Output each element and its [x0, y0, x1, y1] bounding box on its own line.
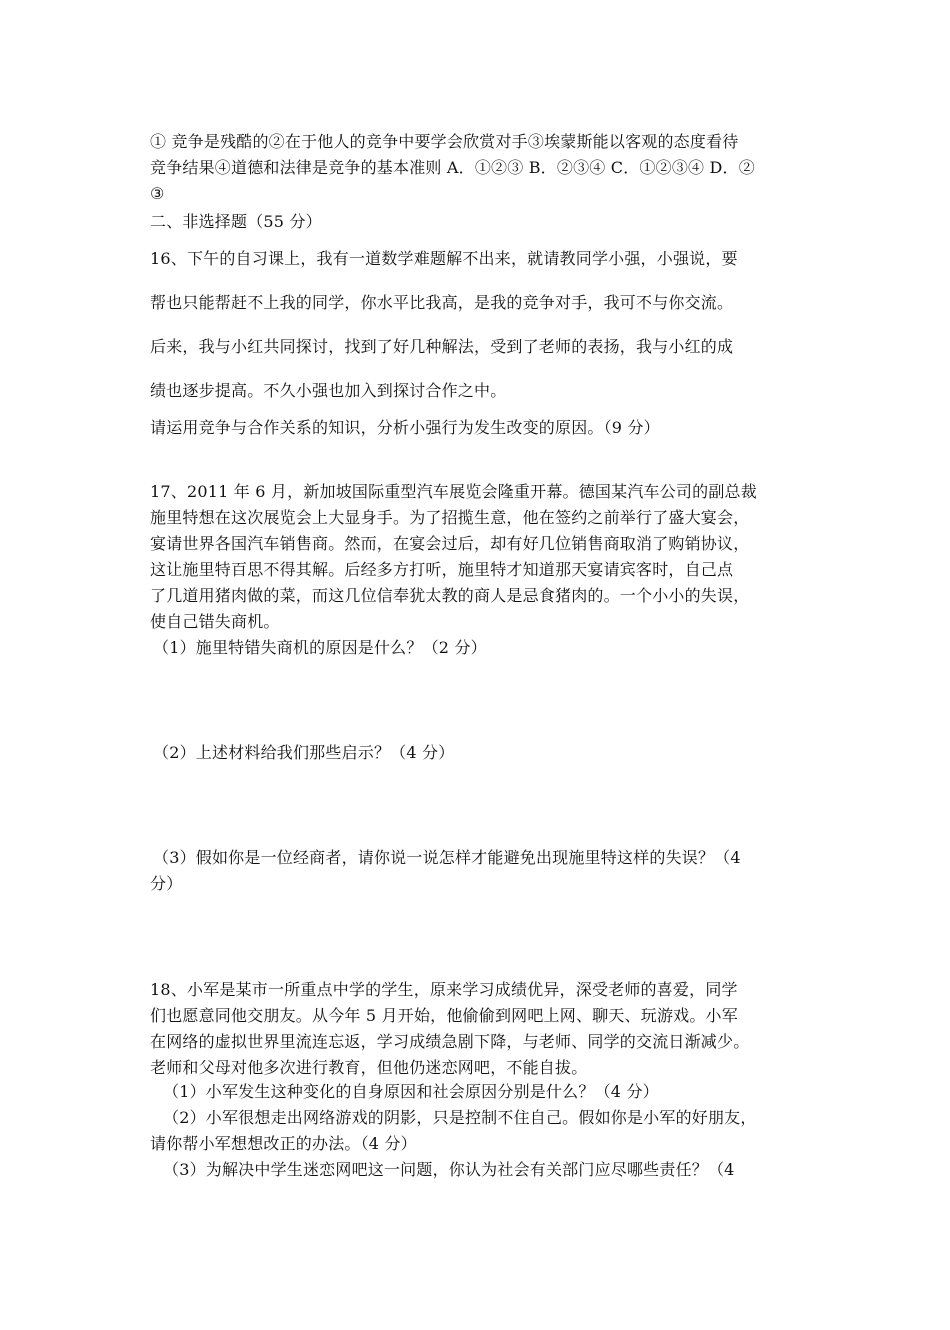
q15-options-line-1: ① 竞争是残酷的②在于他人的竞争中要学会欣赏对手③埃蒙斯能以客观的态度看待 — [150, 132, 739, 151]
q16-line-3: 后来，我与小红共同探讨，找到了好几种解法，受到了老师的表扬，我与小红的成 — [150, 337, 734, 356]
q17-line-6: 使自己错失商机。 — [150, 612, 280, 631]
q17-sub-question-3-line-1: （3）假如你是一位经商者，请你说一说怎样才能避免出现施里特这样的失误？（4 — [153, 848, 741, 867]
q17-line-4: 这让施里特百思不得其解。后经多方打听，施里特才知道那天宴请宾客时，自己点 — [150, 560, 734, 579]
q17-line-2: 施里特想在这次展览会上大显身手。为了招揽生意，他在签约之前举行了盛大宴会， — [150, 508, 750, 527]
q18-sub-question-1: （1）小军发生这种变化的自身原因和社会原因分别是什么？（4 分） — [163, 1082, 659, 1101]
q16-line-2: 帮也只能帮赶不上我的同学，你水平比我高，是我的竞争对手，我可不与你交流。 — [150, 293, 734, 312]
q17-sub-question-2: （2）上述材料给我们那些启示？（4 分） — [153, 743, 455, 762]
q18-sub-question-2-line-2: 请你帮小军想想改正的办法。（4 分） — [150, 1134, 417, 1153]
q15-options-line-2: 竞争结果④道德和法律是竞争的基本准则 A．①②③ B．②③④ C．①②③④ D．② — [150, 158, 755, 177]
q16-line-4: 绩也逐步提高。不久小强也加入到探讨合作之中。 — [150, 381, 507, 400]
q18-sub-question-3: （3）为解决中学生迷恋网吧这一问题，你认为社会有关部门应尽哪些责任？（4 — [163, 1160, 735, 1179]
q18-line-3: 在网络的虚拟世界里流连忘返，学习成绩急剧下降，与老师、同学的交流日渐减少。 — [150, 1032, 750, 1051]
q17-sub-question-3-line-2: 分） — [150, 874, 183, 893]
q17-line-5: 了几道用猪肉做的菜，而这几位信奉犹太教的商人是忌食猪肉的。一个小小的失误， — [150, 586, 750, 605]
q18-line-2: 们也愿意同他交朋友。从今年 5 月开始，他偷偷到网吧上网、聊天、玩游戏。小军 — [150, 1006, 738, 1025]
section-title: 二、非选择题（55 分） — [150, 212, 322, 231]
q15-options-line-3: ③ — [150, 184, 165, 203]
q16-line-1: 16、下午的自习课上，我有一道数学难题解不出来，就请教同学小强，小强说，要 — [150, 249, 738, 268]
q16-prompt: 请运用竞争与合作关系的知识，分析小强行为发生改变的原因。（9 分） — [150, 418, 660, 437]
q17-line-3: 宴请世界各国汽车销售商。然而，在宴会过后，却有好几位销售商取消了购销协议， — [150, 534, 750, 553]
q18-sub-question-2-line-1: （2）小军很想走出网络游戏的阴影，只是控制不住自己。假如你是小军的好朋友， — [163, 1108, 757, 1127]
q17-line-1: 17、2011 年 6 月，新加坡国际重型汽车展览会隆重开幕。德国某汽车公司的副总裁 — [150, 482, 757, 501]
q17-sub-question-1: （1）施里特错失商机的原因是什么？（2 分） — [153, 638, 487, 657]
q18-line-1: 18、小军是某市一所重点中学的学生，原来学习成绩优异，深受老师的喜爱，同学 — [150, 980, 738, 999]
q18-line-4: 老师和父母对他多次进行教育，但他仍迷恋网吧，不能自拔。 — [150, 1058, 588, 1077]
